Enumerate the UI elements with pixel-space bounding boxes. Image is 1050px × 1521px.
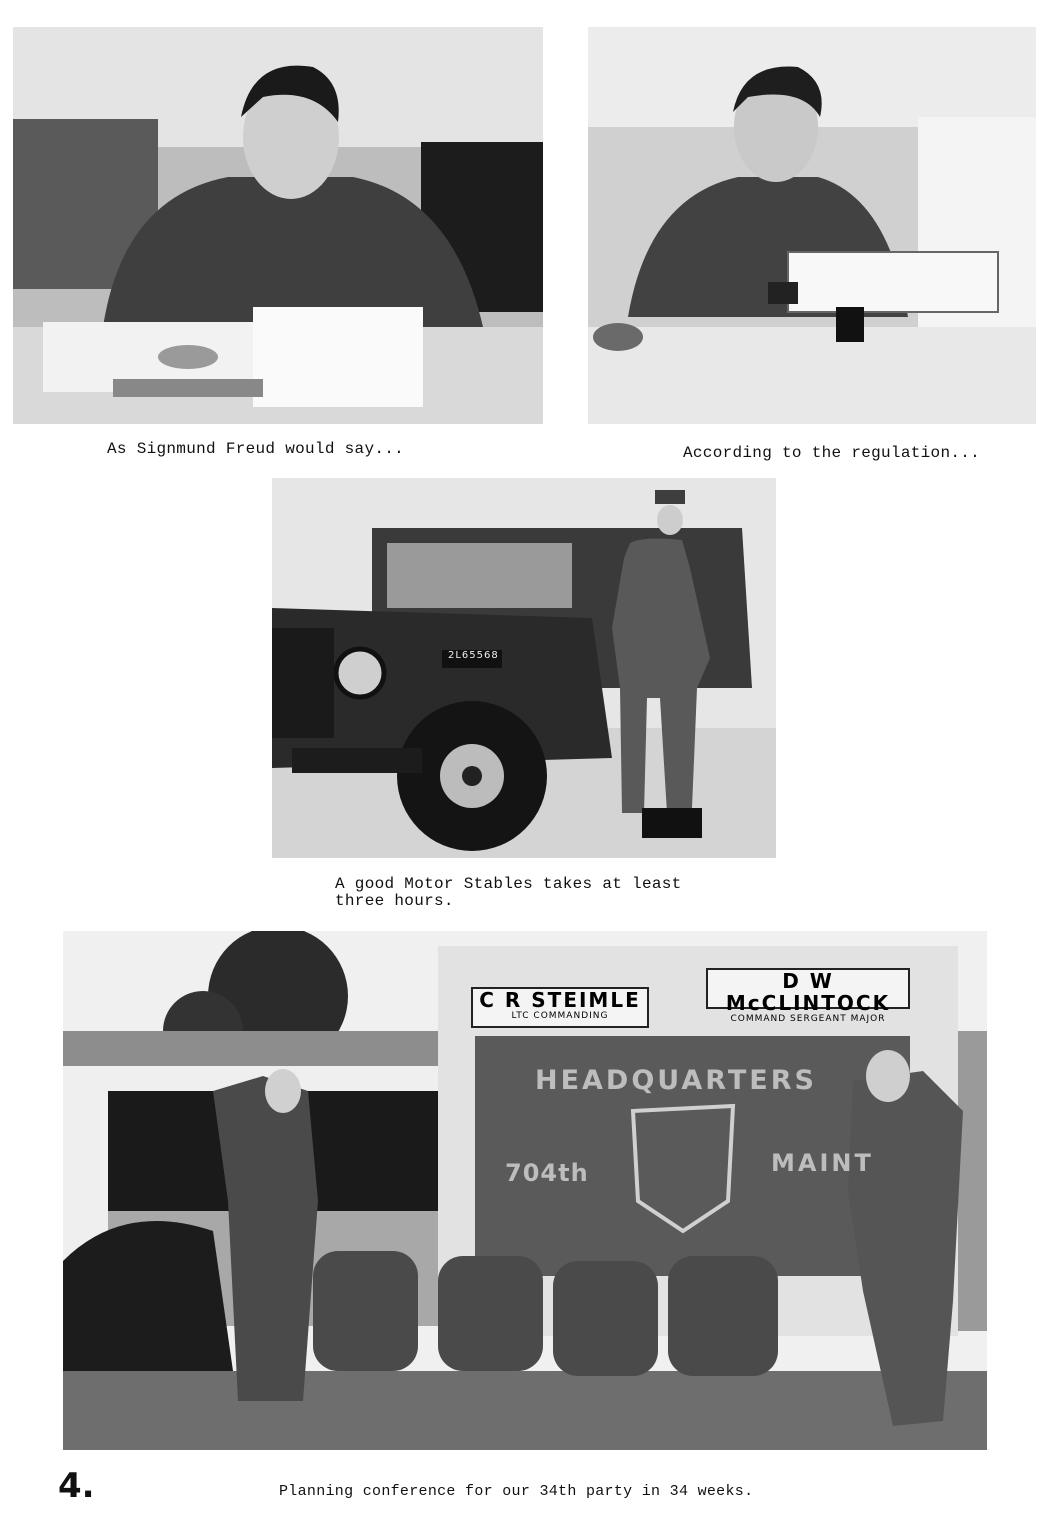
photo-soldier-with-jeep [272, 478, 776, 858]
caption-photo-1: As Signmund Freud would say... [107, 440, 405, 458]
vehicle-plate: 2L65568 [448, 650, 499, 661]
sign-right-title: COMMAND SERGEANT MAJOR [730, 1014, 886, 1024]
sign-left-title: LTC COMMANDING [511, 1011, 609, 1021]
sign-right-name: D W McCLINTOCK [725, 969, 891, 1015]
sign-left-name: C R STEIMLE [479, 988, 641, 1012]
photo-soldier-at-desk-left [13, 27, 543, 424]
caption-photo-3: A good Motor Stables takes at least three hours. [335, 875, 682, 910]
page-number: 4. [58, 1466, 95, 1506]
sign-commanding-officer [471, 987, 649, 1028]
sign-sergeant-major [706, 968, 910, 1024]
board-word: MAINT [771, 1149, 874, 1177]
caption-photo-4: Planning conference for our 34th party in 34 weeks. [279, 1483, 754, 1500]
photo-soldier-at-typewriter [588, 27, 1036, 424]
board-heading: HEADQUARTERS [535, 1065, 817, 1096]
caption-photo-2: According to the regulation... [683, 444, 981, 462]
photo-group-headquarters [63, 931, 987, 1450]
board-unit: 704th [505, 1159, 589, 1187]
